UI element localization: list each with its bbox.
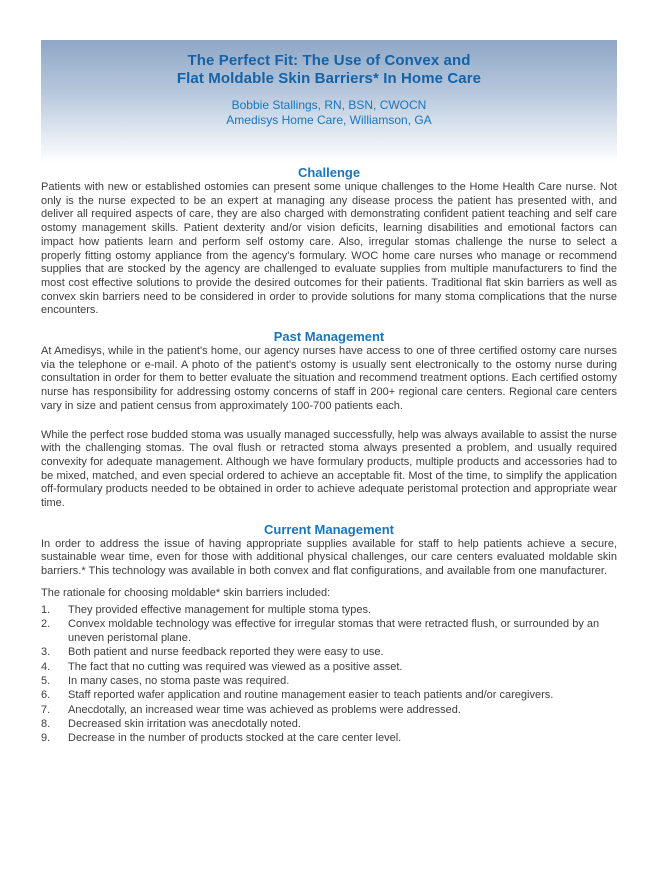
section-heading-current-management: Current Management: [263, 521, 395, 537]
rationale-item-number: 7.: [41, 703, 51, 716]
rationale-item-text: Decreased skin irritation was anecdotally noted.: [68, 717, 301, 730]
current-management-paragraph: In order to address the issue of having appropriate supplies available for staff to help patients achieve a secure, sustainable wear time, even for those with additional physical challenges, our care centers evaluated moldable skin barriers.* This technology was available in both convex and flat configurations, and available from one manufacturer.: [41, 537, 617, 578]
header-banner: [41, 40, 617, 162]
rationale-item: [41, 674, 617, 688]
rationale-item: [41, 645, 617, 659]
rationale-item-text: In many cases, no stoma paste was required.: [68, 675, 290, 688]
rationale-intro: The rationale for choosing moldable* skin barriers included:: [41, 586, 331, 599]
poster-page: [0, 40, 658, 878]
challenge-paragraph: Patients with new or established ostomies can present some unique challenges to the Home Health Care nurse. Not only is the nurse expected to be an expert at managing any disease process the patient has presented with, and deliver all required aspects of care, they are also charged with demonstrating confident patient teaching and self care ostomy management skills. Patient dexterity and/or vision deficits, learning disabilities and emotional factors can impact how patients learn and perform self ostomy care. Also, irregular stomas challenge the nurse to select a properly fitting ostomy appliance from the agency's formulary. WOC home care nurses who manage or recommend supplies that are stocked by the agency are challenged to evaluate supplies from multiple manufacturers to find the most cost effective solutions to provide the desired outcomes for their patients. Traditional flat skin barriers as well as convex skin barriers need to be considered in order to provide solutions for many stoma complications that the nurse encounters.: [41, 181, 617, 317]
rationale-item-text: Staff reported wafer application and routine management easier to teach patients and/or caregivers.: [68, 689, 554, 702]
rationale-item-number: 8.: [41, 717, 51, 730]
past-management-paragraph-2: While the perfect rose budded stoma was usually managed successfully, help was always available to assist the nurse with the challenging stomas. The oval flush or retracted stoma always presented a problem, and usually required convexity for adequate management. Although we have formulary products, multiple products and accessories had to be mixed, matched, and even special ordered to achieve an acceptable fit. Most of the time, to simplify the application off-formulary products needed to be obtained in order to achieve adequate peristomal protection and appropriate wear time.: [41, 428, 617, 510]
section-heading-challenge: Challenge: [297, 165, 361, 180]
rationale-item: [41, 660, 617, 674]
rationale-item-text: The fact that no cutting was required was viewed as a positive asset.: [68, 660, 403, 673]
rationale-item-number: 1.: [41, 603, 51, 616]
section-heading-past-management: Past Management: [273, 329, 385, 345]
poster-title-line1: The Perfect Fit: The Use of Convex and: [187, 52, 471, 69]
rationale-item: [41, 617, 617, 646]
author-name: Bobbie Stallings, RN, BSN, CWOCN: [231, 98, 427, 112]
rationale-list: [41, 603, 617, 746]
rationale-item-text: Convex moldable technology was effective for irregular stomas that were retracted flush, or surrounded by an uneven peristomal plane.: [68, 617, 600, 645]
rationale-item-number: 4.: [41, 660, 51, 673]
author-affiliation: Amedisys Home Care, Williamson, GA: [226, 113, 432, 127]
rationale-item-text: Both patient and nurse feedback reported they were easy to use.: [68, 646, 384, 659]
rationale-item: [41, 703, 617, 717]
rationale-item: [41, 731, 617, 745]
rationale-item-text: They provided effective management for multiple stoma types.: [68, 603, 372, 616]
rationale-item-text: Decrease in the number of products stocked at the care center level.: [68, 732, 402, 745]
poster-body: [41, 165, 617, 746]
past-management-paragraph-1: At Amedisys, while in the patient's home, our agency nurses have access to one of three certified ostomy care nurses via the telephone or e-mail. A photo of the patient's ostomy is usually sent electronically to the ostomy nurse during consultation in order for them to better evaluate the situation and recommend treatment options. Each certified ostomy nurse has responsibility for addressing ostomy concerns of staff in 200+ regional care centers. Regional care centers vary in size and patient census from approximately 100-700 patients each.: [41, 345, 617, 412]
byline: [41, 98, 617, 128]
rationale-item-number: 5.: [41, 675, 51, 688]
poster-title-line2: Flat Moldable Skin Barriers* In Home Care: [176, 70, 482, 87]
rationale-item-text: Anecdotally, an increased wear time was achieved as problems were addressed.: [68, 703, 461, 716]
rationale-item: [41, 603, 617, 617]
rationale-item: [41, 688, 617, 702]
rationale-item-number: 9.: [41, 732, 51, 745]
rationale-item: [41, 717, 617, 731]
rationale-item-number: 2.: [41, 617, 51, 630]
rationale-item-number: 3.: [41, 646, 51, 659]
rationale-item-number: 6.: [41, 689, 51, 702]
poster-title: [41, 52, 617, 88]
